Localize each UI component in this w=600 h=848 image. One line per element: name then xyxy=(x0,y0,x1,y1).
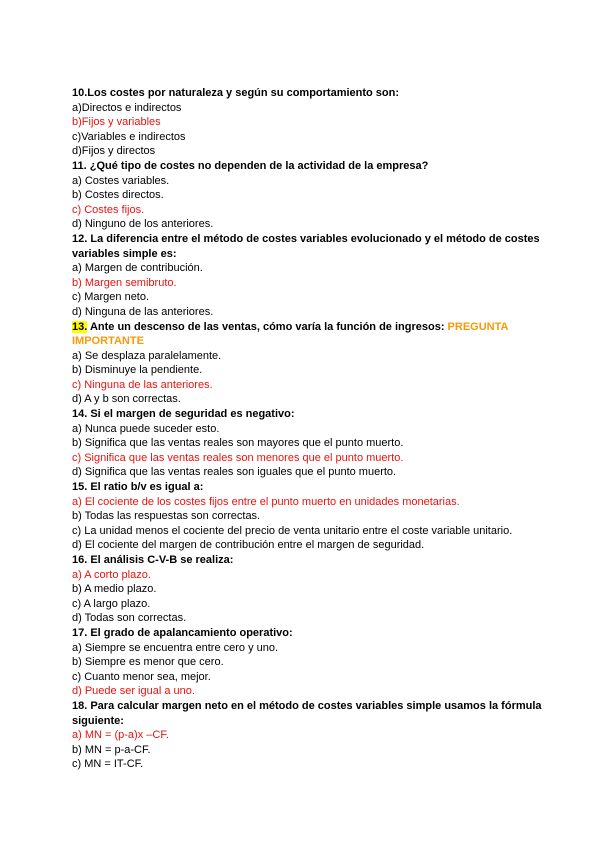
option-c: c) Cuanto menor sea, mejor. xyxy=(72,670,211,683)
option-a-correct: a) El cociente de los costes fijos entre el punto muerto en unidades monetarias. xyxy=(72,495,460,508)
question-13 xyxy=(72,320,560,408)
option-d: d) El cociente del margen de contribución entre el margen de seguridad. xyxy=(72,539,425,552)
important-flag: PREGUNTA IMPORTANTE xyxy=(72,320,509,348)
question-title: 12. La diferencia entre el método de costes variables evolucionado y el método de costes variables simple es: xyxy=(72,232,540,260)
option-c: c) MN = IT-CF. xyxy=(72,758,144,771)
question-12 xyxy=(72,232,560,320)
question-number-highlight: 13. xyxy=(72,320,88,333)
option-b-correct: b)Fijos y variables xyxy=(72,116,161,129)
option-a: a) Nunca puede suceder esto. xyxy=(72,422,220,435)
option-d: d)Fijos y directos xyxy=(72,145,156,158)
question-18 xyxy=(72,699,560,772)
question-title xyxy=(72,320,560,349)
option-b: b) A medio plazo. xyxy=(72,583,157,596)
question-title: 16. El análisis C-V-B se realiza: xyxy=(72,554,234,566)
option-b-correct: b) Margen semibruto. xyxy=(72,276,177,289)
question-title: 11. ¿Qué tipo de costes no dependen de la actividad de la empresa? xyxy=(72,159,429,172)
option-b: b) Siempre es menor que cero. xyxy=(72,656,224,669)
option-c-correct: c) Costes fijos. xyxy=(72,203,145,216)
question-title: 18. Para calcular margen neto en el método de costes variables simple usamos la fórmula siguiente: xyxy=(72,699,542,727)
option-c: c) A largo plazo. xyxy=(72,597,151,610)
option-c-correct: c) Significa que las ventas reales son menores que el punto muerto. xyxy=(72,451,404,464)
option-a: a) Costes variables. xyxy=(72,174,170,187)
option-c: c) Margen neto. xyxy=(72,291,150,304)
question-11 xyxy=(72,159,560,232)
question-title: 14. Si el margen de seguridad es negativo: xyxy=(72,408,295,421)
option-d: d) Significa que las ventas reales son iguales que el punto muerto. xyxy=(72,466,397,479)
option-b: b) Significa que las ventas reales son mayores que el punto muerto. xyxy=(72,437,404,450)
option-d: d) Ninguna de las anteriores. xyxy=(72,305,214,318)
option-c: c)Variables e indirectos xyxy=(72,130,186,143)
option-b: b) MN = p-a-CF. xyxy=(72,743,151,756)
option-a-correct: a) A corto plazo. xyxy=(72,568,151,581)
question-14 xyxy=(72,407,560,480)
option-c: c) La unidad menos el cociente del precio de venta unitario entre el coste variable unitario. xyxy=(72,524,513,537)
option-d: d) Todas son correctas. xyxy=(72,612,187,625)
option-a: a)Directos e indirectos xyxy=(72,101,182,114)
question-title: 10.Los costes por naturaleza y según su comportamiento son: xyxy=(72,87,400,99)
question-title: 15. El ratio b/v es igual a: xyxy=(72,481,204,494)
option-d: d) A y b son correctas. xyxy=(72,393,181,406)
question-text: Ante un descenso de las ventas, cómo varía la función de ingresos: xyxy=(87,320,448,333)
question-title: 17. El grado de apalancamiento operativo: xyxy=(72,626,293,639)
option-b: b) Costes directos. xyxy=(72,189,164,202)
option-d-correct: d) Puede ser igual a uno. xyxy=(72,685,195,698)
option-b: b) Todas las respuestas son correctas. xyxy=(72,510,261,523)
option-a: a) Margen de contribución. xyxy=(72,262,203,275)
option-d: d) Ninguno de los anteriores. xyxy=(72,218,214,231)
option-a: a) Se desplaza paralelamente. xyxy=(72,349,222,362)
option-a: a) Siempre se encuentra entre cero y uno. xyxy=(72,641,279,654)
question-16 xyxy=(72,553,560,626)
option-a-correct: a) MN = (p-a)x –CF. xyxy=(72,729,169,742)
question-10 xyxy=(72,86,560,159)
question-17 xyxy=(72,626,560,699)
option-b: b) Disminuye la pendiente. xyxy=(72,364,203,377)
question-15 xyxy=(72,480,560,553)
option-c-correct: c) Ninguna de las anteriores. xyxy=(72,378,213,391)
